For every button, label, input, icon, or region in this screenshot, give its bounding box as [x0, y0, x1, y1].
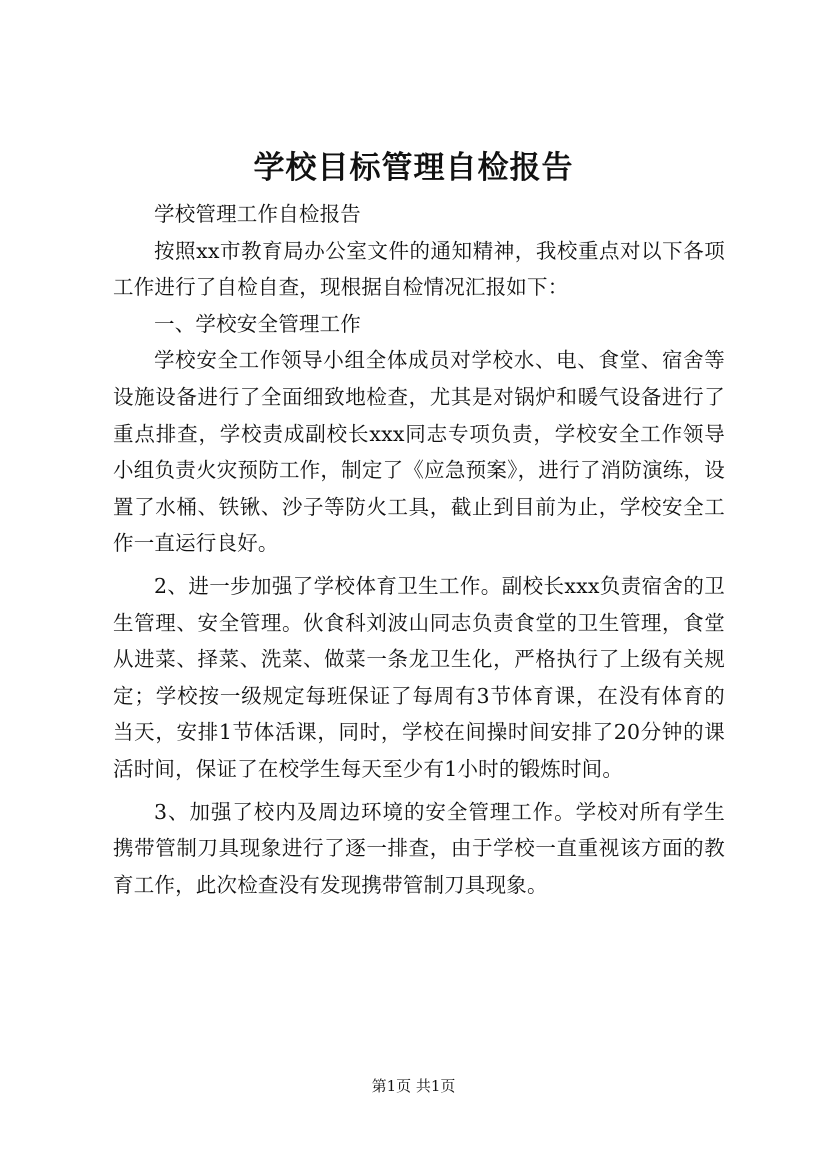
document-body [113, 196, 725, 903]
intro-paragraph: 按照xx市教育局办公室文件的通知精神，我校重点对以下各项工作进行了自检自查，现根据自检情况汇报如下： [113, 238, 725, 300]
document-title: 学校目标管理自检报告 [253, 150, 574, 186]
subtitle-paragraph: 学校管理工作自检报告 [154, 202, 361, 226]
environment-paragraph: 3、加强了校内及周边环境的安全管理工作。学校对所有学生携带管制刀具现象进行了逐一排查，由于学校一直重视该方面的教育工作，此次检查没有发现携带管制刀具现象。 [113, 799, 725, 897]
page-footer: 第1页 共1页 [371, 1077, 456, 1095]
health-paragraph: 2、进一步加强了学校体育卫生工作。副校长xxx负责宿舍的卫生管理、安全管理。伙食科刘波山同志负责食堂的卫生管理，食堂从进菜、择菜、洗菜、做菜一条龙卫生化，严格执行了上级有关规定；学校按一级规定每班保证了每周有3节体育课，在没有体育的当天，安排1节体活课，同时，学校在间操时间安排了20分钟的课活时间，保证了在校学生每天至少有1小时的锻炼时间。 [113, 573, 725, 781]
section-heading: 一、学校安全管理工作 [154, 311, 361, 336]
safety-paragraph: 学校安全工作领导小组全体成员对学校水、电、食堂、宿舍等设施设备进行了全面细致地检查，尤其是对锅炉和暖气设备进行了重点排查，学校责成副校长xxx同志专项负责，学校安全工作领导小组负责火灾预防工作，制定了《应急预案》，进行了消防演练，设置了水桶、铁锹、沙子等防火工具，截止到目前为止，学校安全工作一直运行良好。 [113, 348, 725, 556]
